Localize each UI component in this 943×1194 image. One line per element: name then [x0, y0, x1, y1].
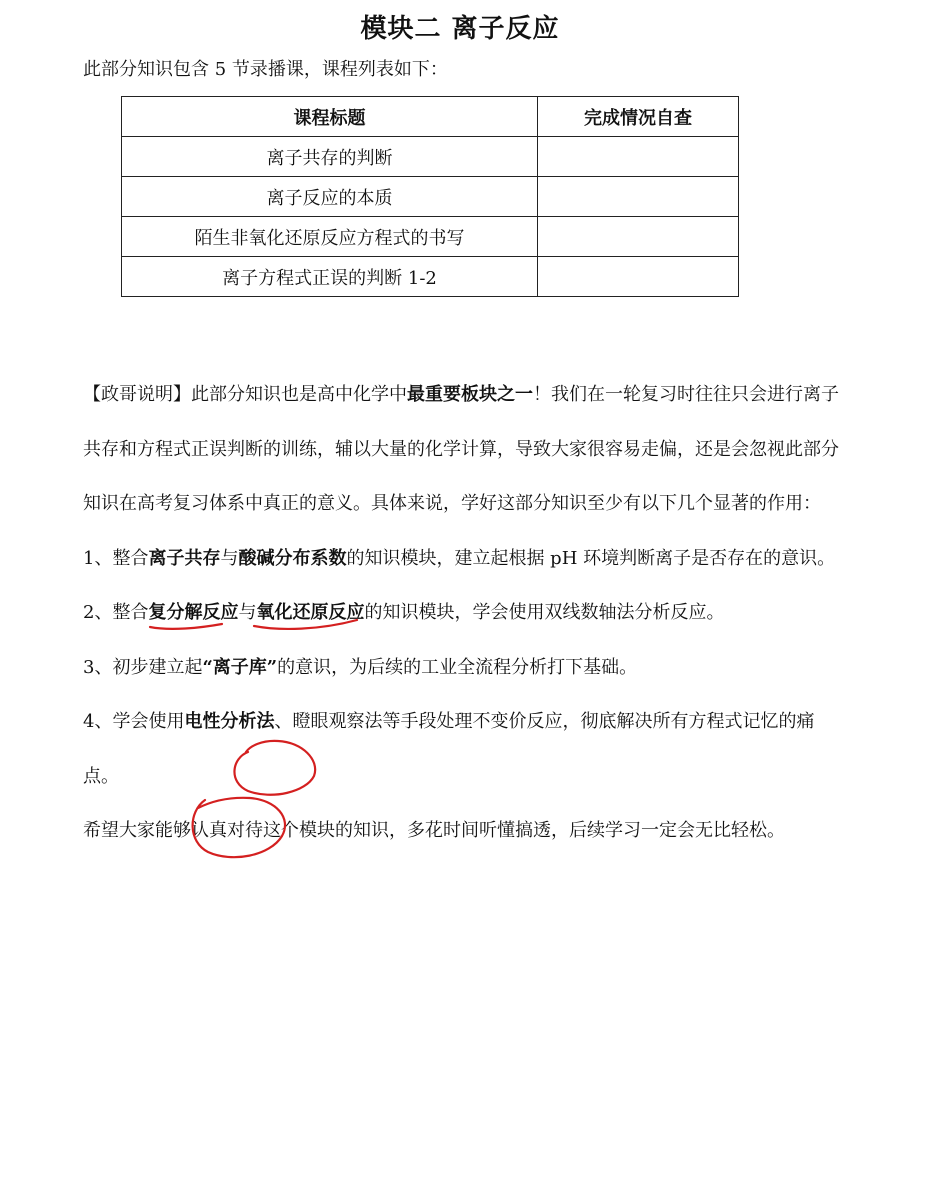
explanation-section [83, 368, 843, 859]
item-prefix: 2、整合 [83, 602, 149, 623]
list-item-4 [83, 695, 843, 804]
course-title-cell: 离子方程式正误的判断 1-2 [122, 257, 538, 297]
list-item-1 [83, 532, 843, 587]
item-prefix: 1、整合 [83, 547, 149, 569]
closing-paragraph: 希望大家能够认真对待这个模块的知识，多花时间听懂搞透，后续学习一定会无比轻松。 [83, 820, 785, 841]
list-item-2 [83, 586, 843, 641]
item-body: 的意识，为后续的工业全流程分析打下基础。 [277, 656, 638, 678]
course-title-cell: 离子共存的判断 [122, 137, 538, 177]
item-connector: 与 [220, 547, 239, 569]
table-row [122, 137, 739, 177]
header-self-check: 完成情况自查 [538, 97, 739, 137]
course-title-cell: 陌生非氧化还原反应方程式的书写 [122, 217, 538, 257]
table-row [122, 177, 739, 217]
emphasis-text: 最重要板块之一 [407, 384, 533, 405]
item-body: 的知识模块，建立起根据 pH 环境判断离子是否存在的意识。 [346, 547, 836, 569]
intro-text: 此部分知识包含 5 节录播课，课程列表如下： [83, 59, 448, 80]
self-check-cell [538, 137, 739, 177]
self-check-cell [538, 217, 739, 257]
item-prefix: 3、初步建立起 [83, 656, 203, 678]
self-check-cell [538, 177, 739, 217]
course-table [121, 96, 739, 297]
table-header-row [122, 97, 739, 137]
keyword-metathesis: 复分解反应 [148, 602, 239, 623]
keyword-ion-coexistence: 离子共存 [148, 547, 221, 569]
explanation-lead: 【政哥说明】此部分知识也是高中化学中 [83, 384, 407, 405]
table-row [122, 257, 739, 297]
item-prefix: 4、学会使用 [83, 711, 185, 732]
page-title: 模块二 离子反应 [360, 14, 560, 44]
course-title-cell: 离子反应的本质 [122, 177, 538, 217]
item-body: 、瞪眼观察法等手段处理不变价反应，彻底解决所有方程式记忆的痛点。 [83, 711, 815, 787]
item-body: 的知识模块，学会使用双线数轴法分析反应。 [364, 602, 725, 623]
keyword-ion-library: “离子库” [202, 656, 278, 678]
keyword-redox: 氧化还原反应 [256, 602, 365, 623]
item-connector: 与 [238, 602, 257, 623]
keyword-charge-analysis: 电性分析法 [184, 711, 275, 732]
header-course-title: 课程标题 [122, 97, 538, 137]
keyword-distribution-coefficient: 酸碱分布系数 [238, 547, 347, 569]
explanation-paragraph [83, 368, 843, 532]
explanation-body: ！我们在一轮复习时往往只会进行离子共存和方程式正误判断的训练，辅以大量的化学计算，导致大家很容易走偏，还是会忽视此部分知识在高考复习体系中真正的意义。具体来说，学好这部分知识至少有以下几个显著的作用： [83, 384, 839, 514]
self-check-cell [538, 257, 739, 297]
table-row [122, 217, 739, 257]
list-item-3 [83, 641, 843, 696]
